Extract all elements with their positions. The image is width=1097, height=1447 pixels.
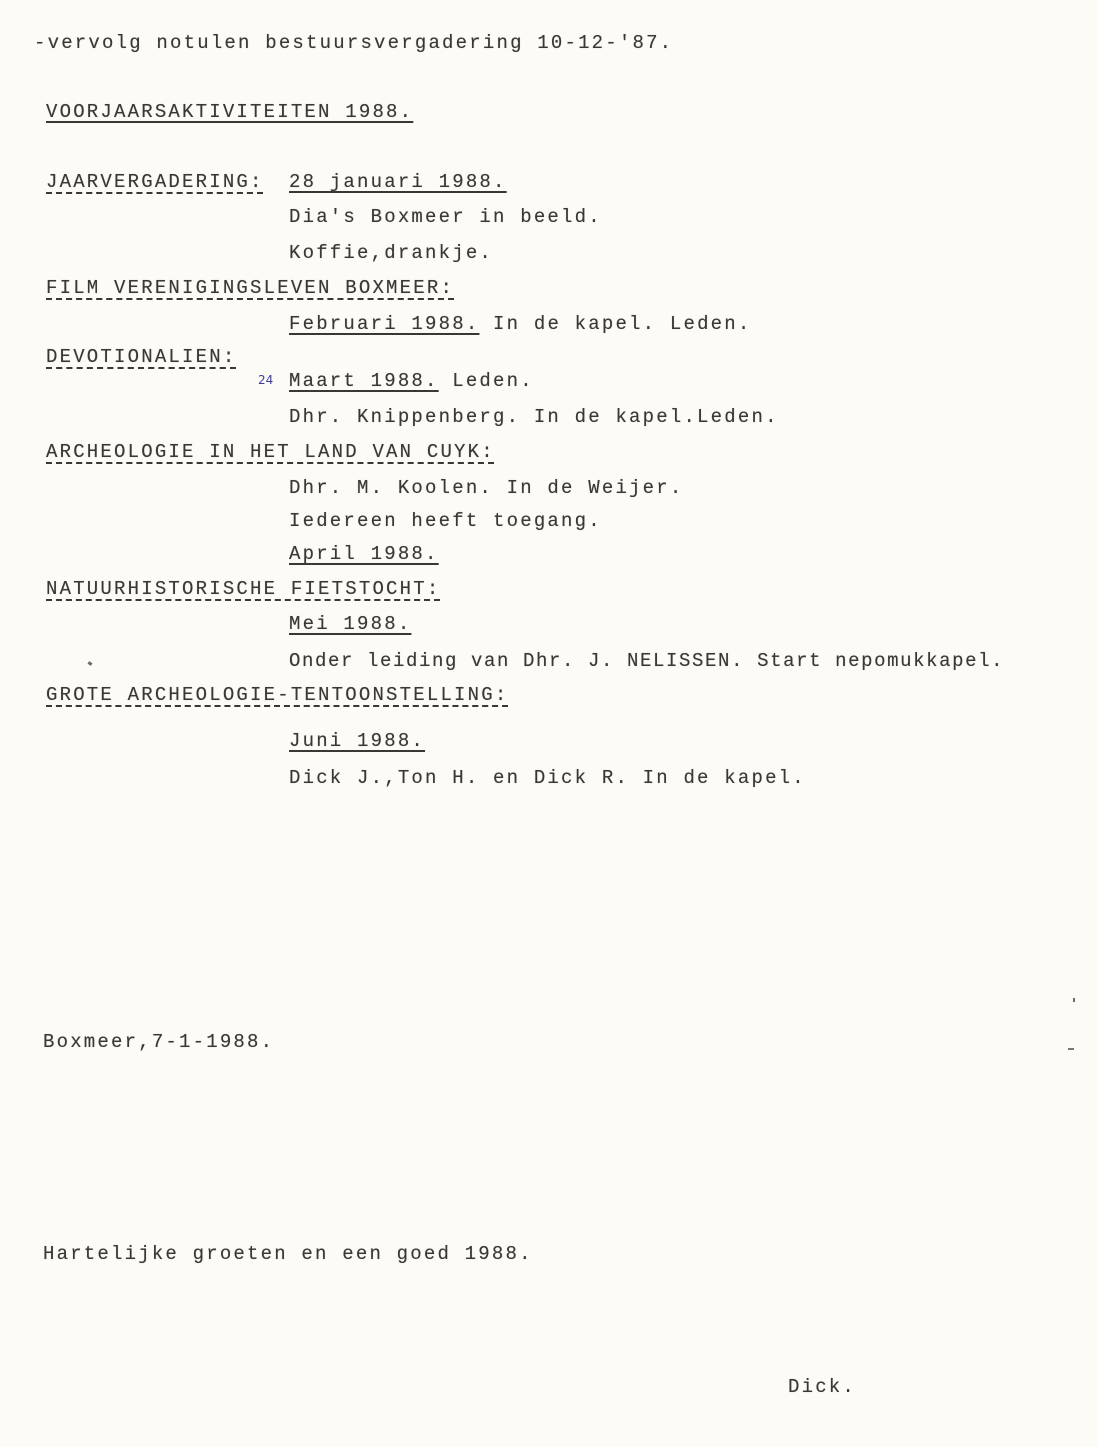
section-line: Koffie,drankje. — [289, 242, 494, 264]
page-title: VOORJAARSAKTIVITEITEN 1988. — [46, 101, 414, 123]
section-heading: ARCHEOLOGIE IN HET LAND VAN CUYK: — [46, 441, 495, 463]
section-date: Maart 1988. — [289, 370, 439, 392]
section-date: April 1988. — [289, 543, 439, 565]
section-line: Dhr. M. Koolen. In de Weijer. — [289, 477, 684, 499]
header-line: -vervolg notulen bestuursvergadering 10-12-'87. — [34, 32, 674, 54]
section-date: Mei 1988. — [289, 613, 412, 635]
signature: Dick. — [788, 1376, 857, 1398]
place-date: Boxmeer,7-1-1988. — [43, 1031, 275, 1053]
section-date: 28 januari 1988. — [289, 171, 507, 193]
section-line: Dhr. Knippenberg. In de kapel.Leden. — [289, 406, 779, 428]
section-line: Onder leiding van Dhr. J. NELISSEN. Start nepomukkapel. — [289, 650, 1005, 672]
section-date: Juni 1988. — [289, 730, 426, 752]
section-date-line — [289, 369, 534, 393]
paper-speck — [1068, 1048, 1074, 1050]
section-heading: DEVOTIONALIEN: — [46, 346, 237, 368]
handwritten-note: 24 — [258, 373, 274, 387]
section-heading: JAARVERGADERING: — [46, 171, 264, 193]
section-heading: GROTE ARCHEOLOGIE-TENTOONSTELLING: — [46, 684, 509, 706]
section-line: Dia's Boxmeer in beeld. — [289, 206, 602, 228]
section-line: Iedereen heeft toegang. — [289, 510, 602, 532]
section-date-line — [289, 312, 751, 336]
closing-line: Hartelijke groeten en een goed 1988. — [43, 1243, 533, 1265]
paper-speck — [88, 661, 93, 666]
section-heading: NATUURHISTORISCHE FIETSTOCHT: — [46, 578, 441, 600]
section-date-suffix: Leden. — [438, 370, 534, 392]
section-line: Dick J.,Ton H. en Dick R. In de kapel. — [289, 767, 806, 789]
section-date: Februari 1988. — [289, 313, 480, 335]
section-date-suffix: In de kapel. Leden. — [479, 313, 752, 335]
paper-speck — [1073, 998, 1075, 1002]
section-heading: FILM VERENIGINGSLEVEN BOXMEER: — [46, 277, 455, 299]
